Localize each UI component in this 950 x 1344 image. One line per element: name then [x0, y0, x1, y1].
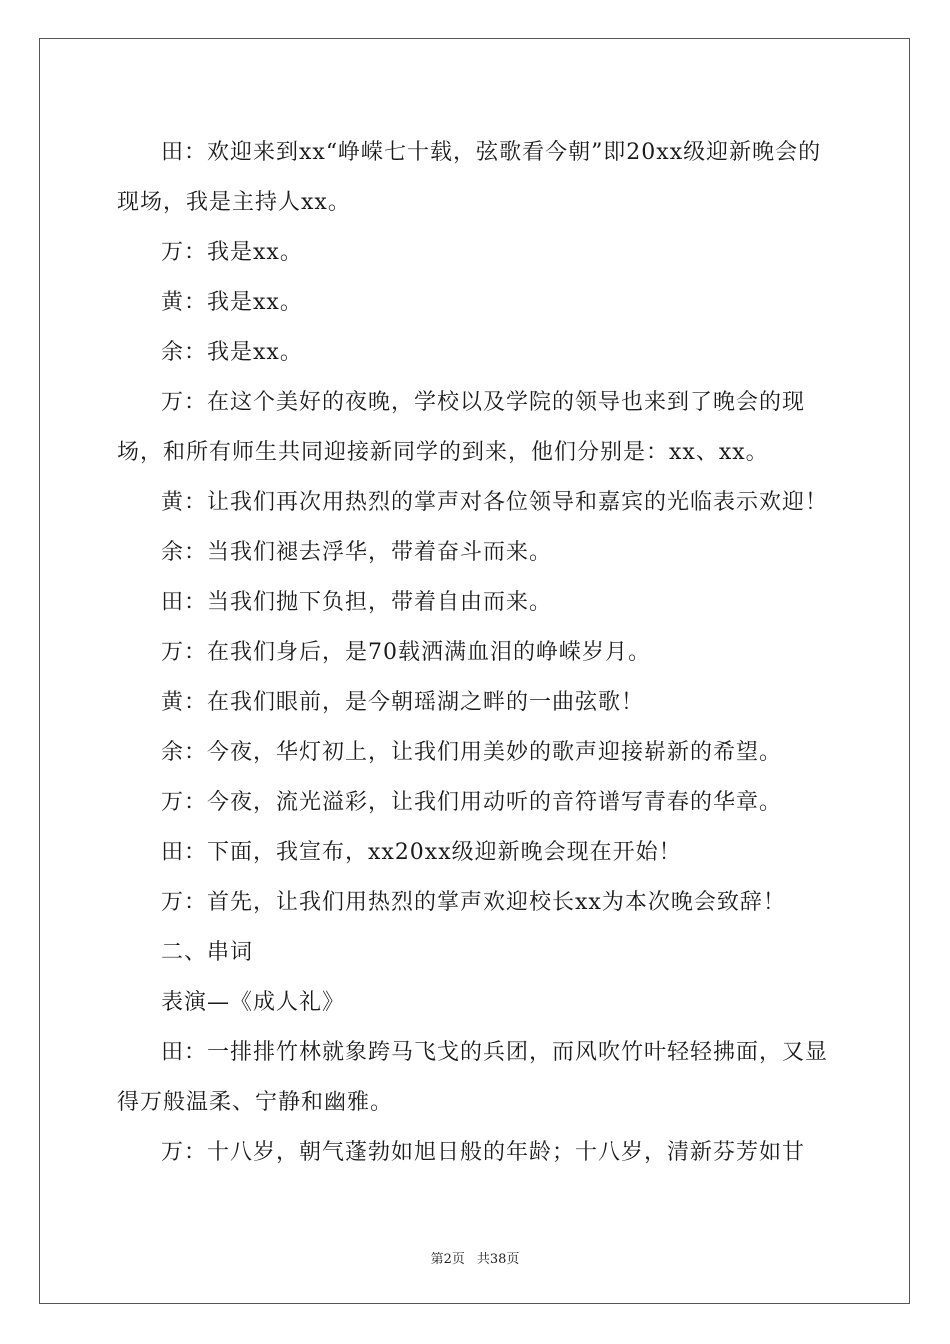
page-number-total: 共38页 — [476, 1252, 520, 1267]
paragraph: 田：下面，我宣布，xx20xx级迎新晚会现在开始！ — [161, 840, 682, 865]
paragraph: 黄：我是xx。 — [161, 290, 303, 315]
paragraph: 余：当我们褪去浮华，带着奋斗而来。 — [161, 540, 553, 565]
paragraph: 田：当我们抛下负担，带着自由而来。 — [161, 590, 553, 615]
paragraph: 万：十八岁，朝气蓬勃如旭日般的年龄；十八岁，清新芬芳如甘 — [161, 1140, 806, 1165]
paragraph: 田：一排排竹林就象跨马飞戈的兵团，而风吹竹叶轻轻拂面，又显得万般温柔、宁静和幽雅。 — [117, 1040, 829, 1115]
page-footer — [0, 1248, 950, 1267]
paragraph: 万：我是xx。 — [161, 240, 303, 265]
paragraph: 黄：在我们眼前，是今朝瑶湖之畔的一曲弦歌！ — [161, 690, 645, 715]
document-body — [117, 128, 837, 1178]
paragraph: 万：今夜，流光溢彩，让我们用动听的音符谱写青春的华章。 — [161, 790, 783, 815]
section-heading: 二、串词 — [161, 940, 254, 965]
paragraph: 余：我是xx。 — [161, 340, 303, 365]
paragraph: 黄：让我们再次用热烈的掌声对各位领导和嘉宾的光临表示欢迎！ — [161, 490, 829, 515]
paragraph: 万：在这个美好的夜晚，学校以及学院的领导也来到了晚会的现场，和所有师生共同迎接新同学的到来，他们分别是：xx、xx。 — [117, 390, 806, 465]
paragraph: 万：首先，让我们用热烈的掌声欢迎校长xx为本次晚会致辞！ — [161, 890, 786, 915]
paragraph: 万：在我们身后，是70载洒满血泪的峥嵘岁月。 — [161, 640, 651, 665]
paragraph: 田：欢迎来到xx“峥嵘七十载，弦歌看今朝”即20xx级迎新晚会的现场，我是主持人xx。 — [117, 140, 822, 215]
paragraph: 余：今夜，华灯初上，让我们用美妙的歌声迎接崭新的希望。 — [161, 740, 783, 765]
performance-title: 表演—《成人礼》 — [161, 990, 346, 1015]
page-number-current: 第2页 — [430, 1252, 465, 1267]
